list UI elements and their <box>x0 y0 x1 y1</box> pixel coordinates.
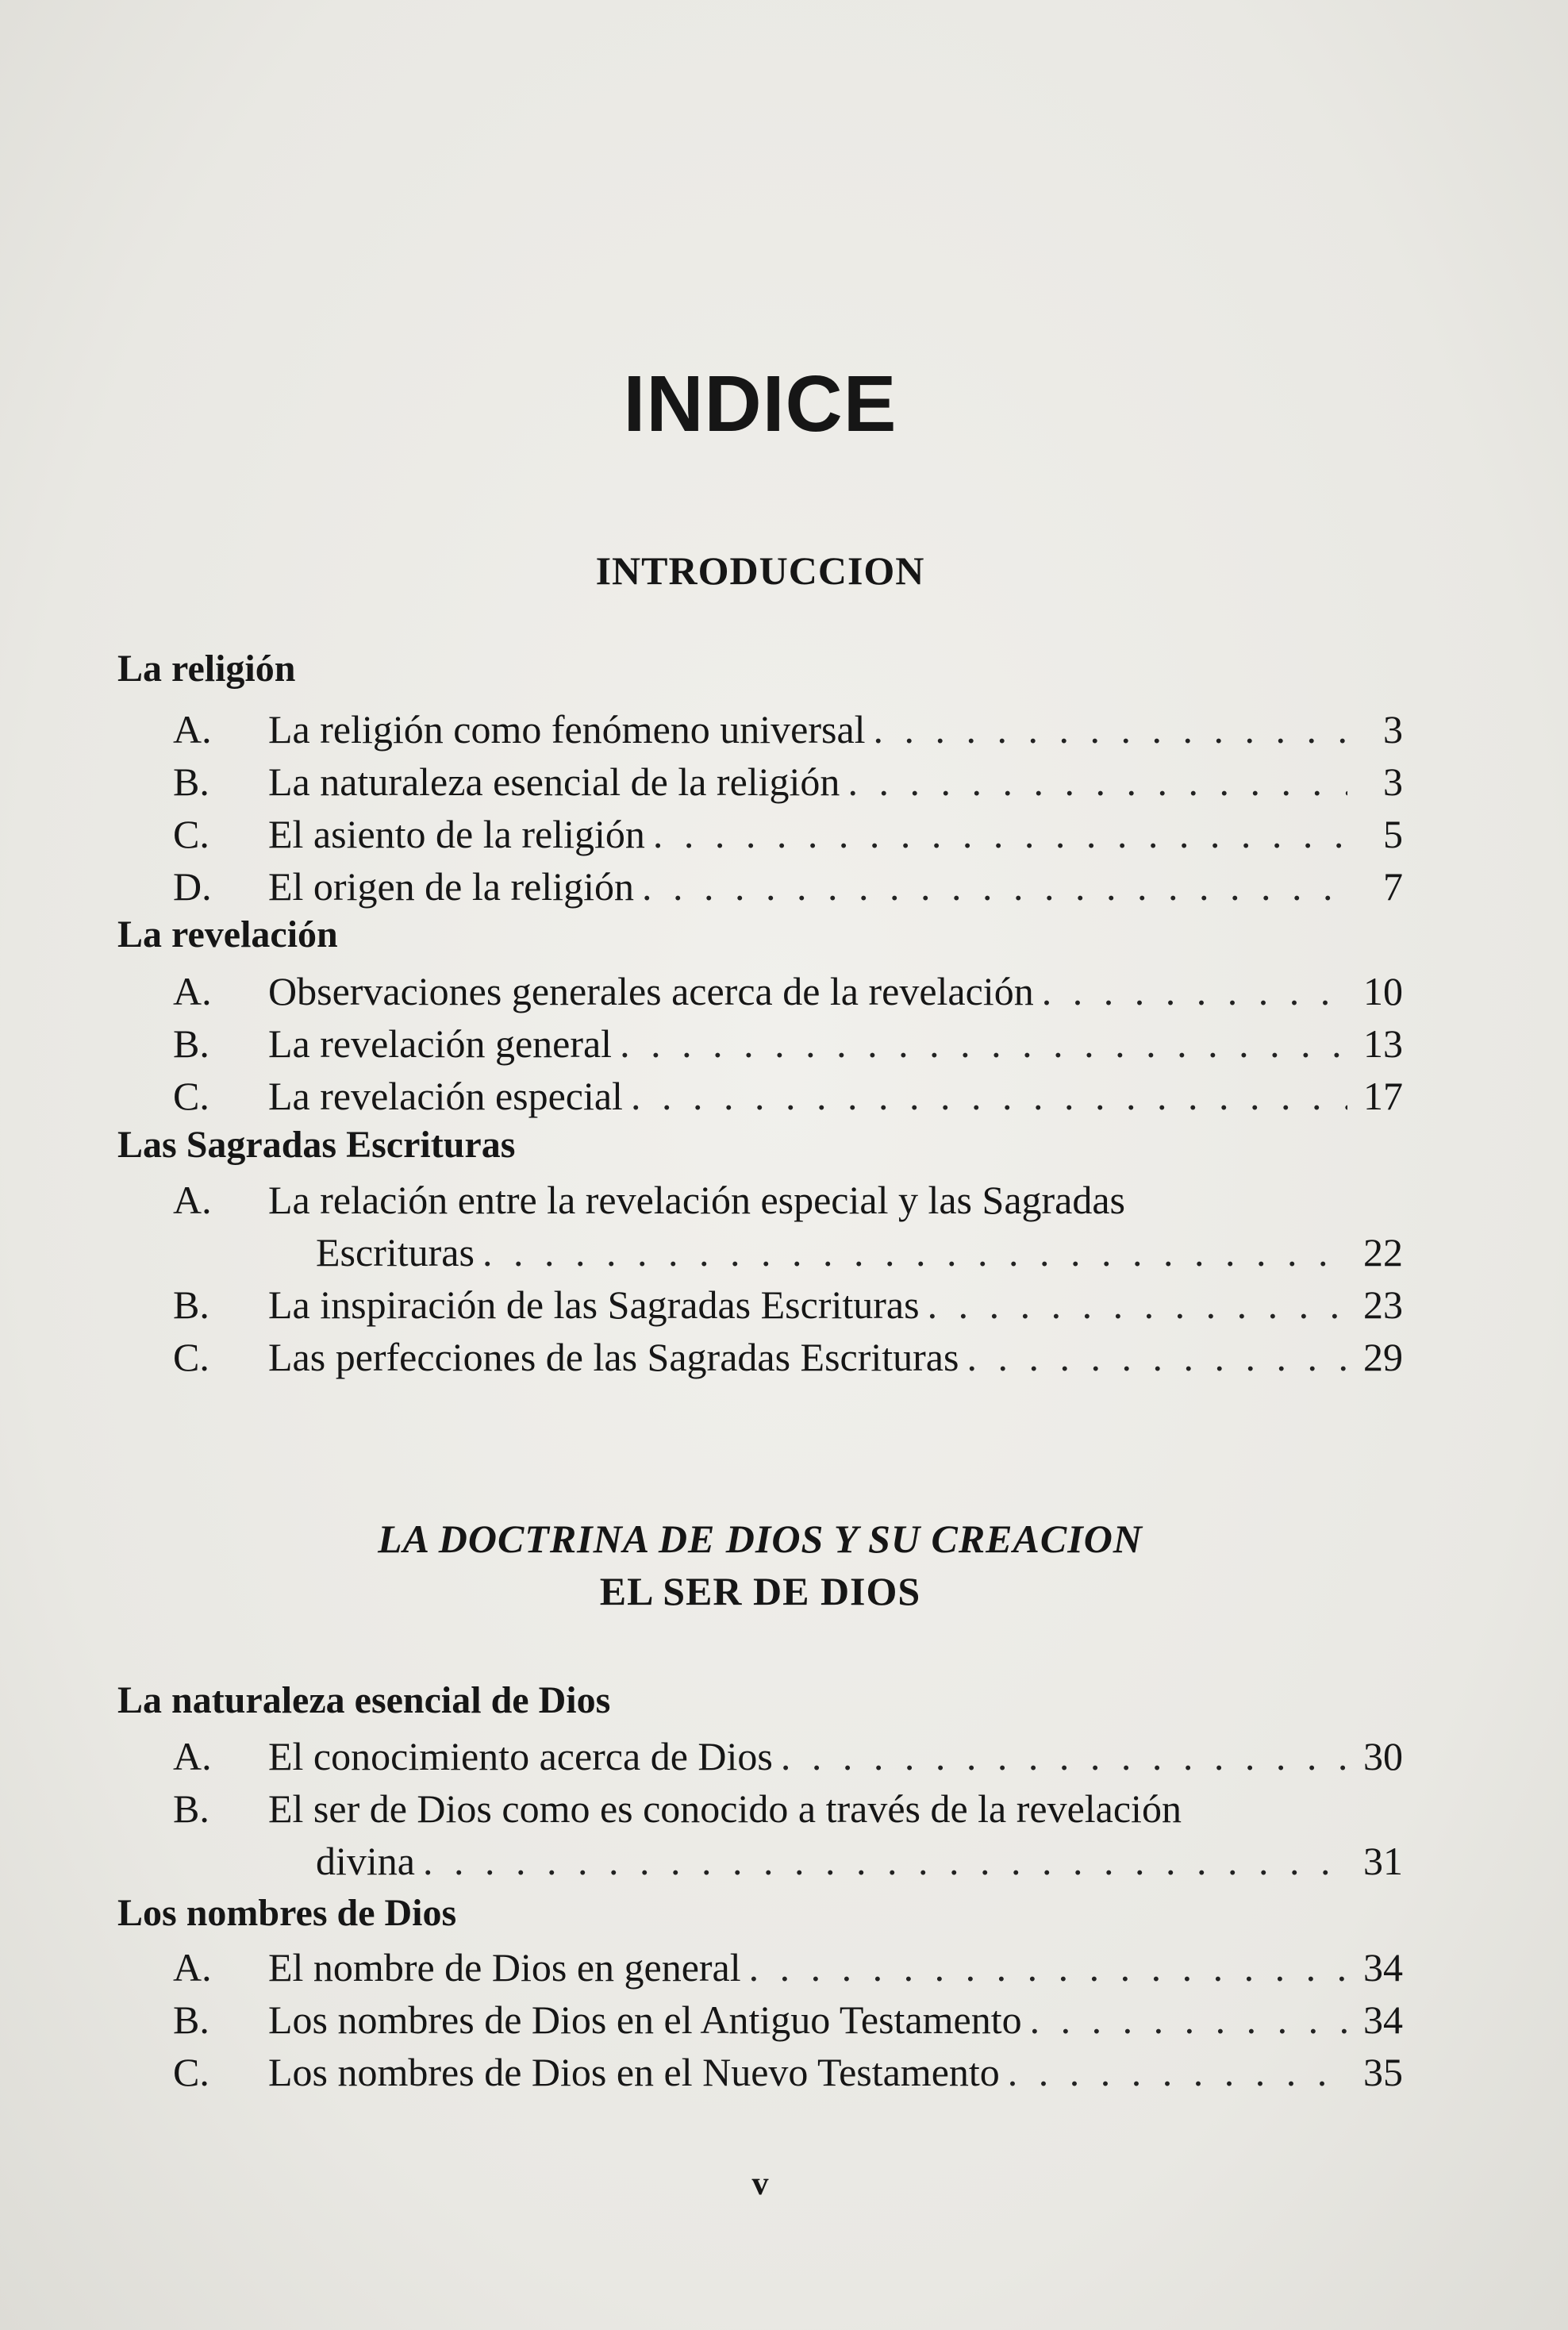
entry-title: Observaciones generales acerca de la revelación <box>268 969 1034 1013</box>
toc-entry <box>117 1786 1403 1838</box>
toc-entry <box>117 1733 1403 1786</box>
entry-title: El origen de la religión <box>268 864 634 909</box>
entry-title: Las perfecciones de las Sagradas Escrituras <box>268 1335 959 1379</box>
entry-letter: A. <box>173 1178 212 1222</box>
entry-letter: A. <box>173 1734 212 1778</box>
entry-page-number: 13 <box>1363 1021 1403 1066</box>
toc-entry <box>117 1073 1403 1125</box>
leader-dots <box>847 759 1347 805</box>
leader-dots <box>781 1733 1347 1779</box>
leader-dots <box>967 1334 1347 1380</box>
entry-title: El asiento de la religión <box>268 812 645 856</box>
leader-dots <box>1030 1997 1347 2043</box>
entry-title: La revelación general <box>268 1021 613 1066</box>
entry-title: La religión como fenómeno universal <box>268 707 866 752</box>
toc-heading-religion: La religión <box>117 648 296 690</box>
toc-heading-naturaleza-dios: La naturaleza esencial de Dios <box>117 1679 611 1721</box>
toc-heading-escrituras: Las Sagradas Escrituras <box>117 1124 516 1166</box>
toc-entry <box>117 863 1403 916</box>
entry-letter: B. <box>173 1282 209 1327</box>
section-title-doctrina: LA DOCTRINA DE DIOS Y SU CREACION <box>378 1517 1143 1561</box>
entry-letter: B. <box>173 759 209 804</box>
leader-dots <box>482 1229 1347 1275</box>
entry-letter: C. <box>173 812 209 856</box>
entry-title: Los nombres de Dios en el Nuevo Testamento <box>268 2050 1000 2094</box>
toc-entry <box>117 811 1403 863</box>
toc-entry <box>117 1177 1403 1229</box>
page-title: INDICE <box>623 359 897 448</box>
entry-title: Los nombres de Dios en el Antiguo Testamento <box>268 1997 1022 2042</box>
leader-dots <box>749 1944 1347 1990</box>
leader-dots <box>620 1021 1347 1067</box>
entry-title-continuation: divina <box>316 1839 415 1883</box>
entry-title-continuation: Escrituras <box>316 1230 475 1275</box>
entry-page-number: 3 <box>1383 759 1403 804</box>
entry-letter: D. <box>173 864 212 909</box>
entry-letter: A. <box>173 969 212 1013</box>
entry-title: La inspiración de las Sagradas Escrituras <box>268 1282 920 1327</box>
leader-dots <box>1008 2049 1347 2095</box>
toc-heading-nombres-dios: Los nombres de Dios <box>117 1892 457 1934</box>
toc-entry <box>117 759 1403 811</box>
entry-page-number: 29 <box>1363 1335 1403 1379</box>
entry-page-number: 5 <box>1383 812 1403 856</box>
leader-dots <box>423 1838 1347 1884</box>
leader-dots <box>1042 968 1347 1014</box>
entry-letter: C. <box>173 2050 209 2094</box>
entry-letter: C. <box>173 1074 209 1118</box>
entry-title: El ser de Dios como es conocido a través de la revelación <box>268 1786 1182 1831</box>
entry-title: La revelación especial <box>268 1074 623 1118</box>
entry-letter: B. <box>173 1021 209 1066</box>
entry-letter: A. <box>173 707 212 752</box>
entry-page-number: 3 <box>1383 707 1403 752</box>
toc-entry <box>117 1282 1403 1334</box>
page-folio: v <box>751 2166 769 2202</box>
toc-entry-continuation <box>117 1229 1403 1282</box>
leader-dots <box>874 706 1347 752</box>
entry-letter: A. <box>173 1945 212 1990</box>
entry-letter: B. <box>173 1786 209 1831</box>
entry-title: La relación entre la revelación especial y las Sagradas <box>268 1178 1126 1222</box>
section-subtitle-ser-de-dios: EL SER DE DIOS <box>599 1569 921 1613</box>
leader-dots <box>642 863 1347 909</box>
entry-title: El conocimiento acerca de Dios <box>268 1734 773 1778</box>
toc-entry <box>117 968 1403 1021</box>
entry-page-number: 7 <box>1383 864 1403 909</box>
toc-entry-continuation <box>117 1838 1403 1890</box>
leader-dots <box>631 1073 1347 1119</box>
entry-letter: B. <box>173 1997 209 2042</box>
section-title-introduccion: INTRODUCCION <box>595 548 925 593</box>
leader-dots <box>928 1282 1347 1328</box>
leader-dots <box>653 811 1347 857</box>
entry-page-number: 30 <box>1363 1734 1403 1778</box>
entry-page-number: 10 <box>1363 969 1403 1013</box>
entry-page-number: 17 <box>1363 1074 1403 1118</box>
entry-page-number: 22 <box>1363 1230 1403 1275</box>
entry-letter: C. <box>173 1335 209 1379</box>
toc-entry <box>117 1997 1403 2049</box>
entry-page-number: 34 <box>1363 1945 1403 1990</box>
toc-entry <box>117 2049 1403 2101</box>
toc-entry <box>117 1944 1403 1997</box>
entry-page-number: 31 <box>1363 1839 1403 1883</box>
toc-heading-revelacion: La revelación <box>117 913 338 955</box>
entry-page-number: 35 <box>1363 2050 1403 2094</box>
entry-title: El nombre de Dios en general <box>268 1945 741 1990</box>
toc-entry <box>117 1021 1403 1073</box>
entry-page-number: 34 <box>1363 1997 1403 2042</box>
toc-entry <box>117 1334 1403 1386</box>
toc-entry <box>117 706 1403 759</box>
entry-title: La naturaleza esencial de la religión <box>268 759 840 804</box>
entry-page-number: 23 <box>1363 1282 1403 1327</box>
